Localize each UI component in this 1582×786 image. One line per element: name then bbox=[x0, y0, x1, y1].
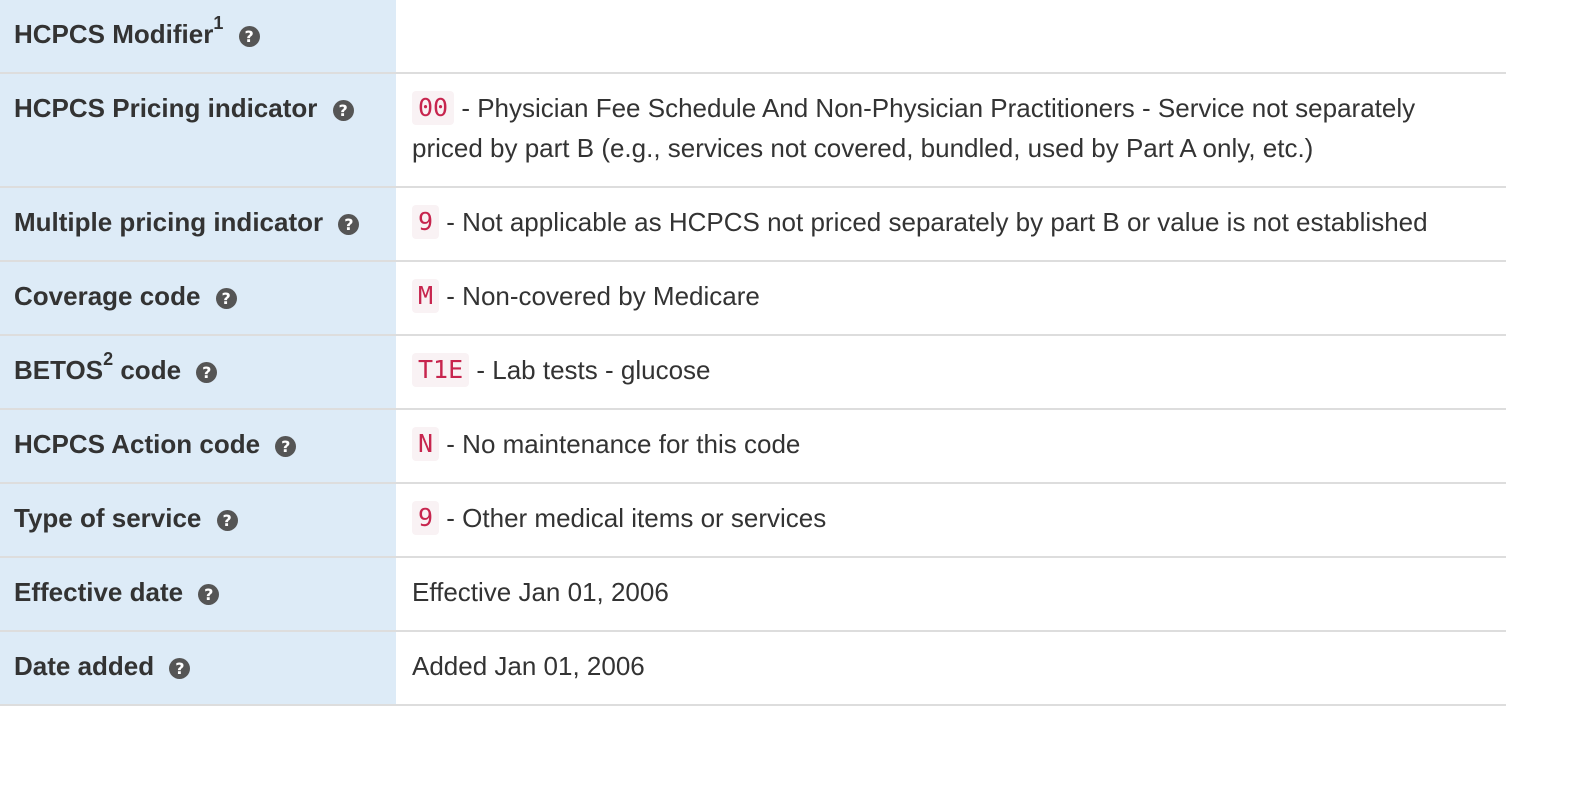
footnote-marker: 2 bbox=[103, 349, 114, 370]
table-row bbox=[0, 261, 1506, 335]
row-label-cell bbox=[0, 187, 396, 261]
row-label-suffix: code bbox=[113, 355, 182, 385]
question-circle-icon[interactable]: ? bbox=[217, 510, 238, 531]
row-label: Type of service bbox=[14, 503, 202, 533]
question-circle-icon[interactable]: ? bbox=[169, 658, 190, 679]
row-label-cell bbox=[0, 409, 396, 483]
row-value: - Lab tests - glucose bbox=[469, 355, 711, 385]
row-label: HCPCS Modifier bbox=[14, 19, 214, 49]
footnote-marker: 1 bbox=[213, 13, 224, 34]
question-circle-icon[interactable]: ? bbox=[216, 288, 237, 309]
action-code: N bbox=[412, 427, 439, 461]
row-value-cell bbox=[396, 187, 1506, 261]
pricing-indicator-code: 00 bbox=[412, 91, 454, 125]
row-value: - No maintenance for this code bbox=[439, 429, 801, 459]
row-label-cell bbox=[0, 261, 396, 335]
row-label-cell bbox=[0, 0, 396, 73]
row-value-cell bbox=[396, 409, 1506, 483]
table-row bbox=[0, 0, 1506, 73]
row-value: - Not applicable as HCPCS not priced separately by part B or value is not established bbox=[439, 207, 1428, 237]
row-value-cell bbox=[396, 0, 1506, 73]
table-row bbox=[0, 335, 1506, 409]
question-circle-icon[interactable]: ? bbox=[275, 436, 296, 457]
multiple-pricing-code: 9 bbox=[412, 205, 439, 239]
row-label: Coverage code bbox=[14, 281, 201, 311]
row-value: - Physician Fee Schedule And Non-Physician Practitioners - Service not separately priced by part B (e.g., services not covered, bundled, used by Part A only, etc.) bbox=[412, 93, 1416, 163]
row-label-cell bbox=[0, 335, 396, 409]
row-value: - Non-covered by Medicare bbox=[439, 281, 760, 311]
betos-code: T1E bbox=[412, 353, 469, 387]
table-row bbox=[0, 409, 1506, 483]
table-row bbox=[0, 557, 1506, 631]
row-value: - Other medical items or services bbox=[439, 503, 827, 533]
row-label-cell bbox=[0, 73, 396, 187]
row-value-cell bbox=[396, 557, 1506, 631]
row-label: HCPCS Pricing indicator bbox=[14, 93, 318, 123]
date-added-value: Added Jan 01, 2006 bbox=[412, 651, 645, 681]
question-circle-icon[interactable]: ? bbox=[338, 214, 359, 235]
coverage-code: M bbox=[412, 279, 439, 313]
row-label: Effective date bbox=[14, 577, 184, 607]
row-label: Date added bbox=[14, 651, 155, 681]
table-row bbox=[0, 187, 1506, 261]
type-of-service-code: 9 bbox=[412, 501, 439, 535]
question-circle-icon[interactable]: ? bbox=[196, 362, 217, 383]
row-label-cell bbox=[0, 631, 396, 705]
row-value-cell bbox=[396, 335, 1506, 409]
question-circle-icon[interactable]: ? bbox=[198, 584, 219, 605]
row-value-cell bbox=[396, 73, 1506, 187]
row-label: Multiple pricing indicator bbox=[14, 207, 324, 237]
row-value-cell bbox=[396, 631, 1506, 705]
effective-date-value: Effective Jan 01, 2006 bbox=[412, 577, 669, 607]
question-circle-icon[interactable]: ? bbox=[239, 26, 260, 47]
question-circle-icon[interactable]: ? bbox=[333, 100, 354, 121]
row-value-cell bbox=[396, 483, 1506, 557]
row-label: HCPCS Action code bbox=[14, 429, 261, 459]
table-row bbox=[0, 73, 1506, 187]
row-label-cell bbox=[0, 483, 396, 557]
row-label-cell bbox=[0, 557, 396, 631]
row-label: BETOS bbox=[14, 355, 104, 385]
row-value-cell bbox=[396, 261, 1506, 335]
table-row bbox=[0, 631, 1506, 705]
table-row bbox=[0, 483, 1506, 557]
